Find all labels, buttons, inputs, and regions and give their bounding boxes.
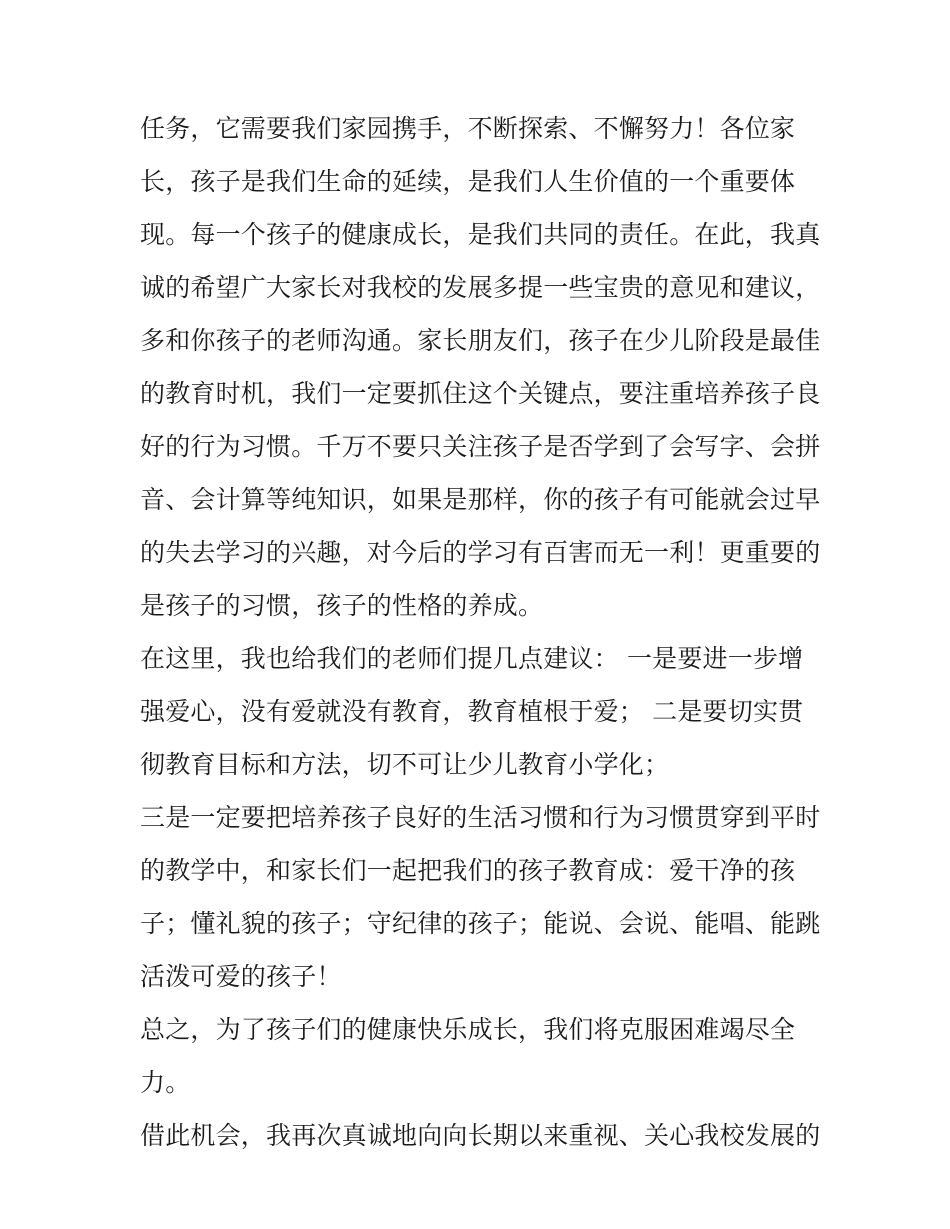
text-line: 子；懂礼貌的孩子；守纪律的孩子；能说、会说、能唱、能跳 [140, 909, 821, 938]
text-line: 总之，为了孩子们的健康快乐成长，我们将克服困难竭尽全 [140, 1015, 796, 1044]
text-line: 强爱心，没有爱就没有教育，教育植根于爱； 二是要切实贯 [140, 697, 804, 726]
text-line: 力。 [140, 1068, 191, 1097]
text-line: 现。每一个孩子的健康成长，是我们共同的责任。在此，我真 [140, 220, 821, 249]
text-line: 活泼可爱的孩子！ [140, 962, 342, 991]
text-line: 的失去学习的兴趣，对今后的学习有百害而无一利！更重要的 [140, 538, 821, 567]
text-line: 诚的希望广大家长对我校的发展多提一些宝贵的意见和建议， [140, 273, 821, 302]
text-line: 好的行为习惯。千万不要只关注孩子是否学到了会写字、会拼 [140, 432, 821, 461]
text-line: 长，孩子是我们生命的延续，是我们人生价值的一个重要体 [140, 167, 796, 196]
text-line: 借此机会，我再次真诚地向向长期以来重视、关心我校发展的 [140, 1121, 821, 1150]
text-line: 任务，它需要我们家园携手，不断探索、不懈努力！各位家 [140, 114, 796, 143]
text-line: 多和你孩子的老师沟通。家长朋友们，孩子在少儿阶段是最佳 [140, 326, 821, 355]
text-line: 在这里，我也给我们的老师们提几点建议： 一是要进一步增 [140, 644, 804, 673]
text-line: 的教育时机，我们一定要抓住这个关键点，要注重培养孩子良 [140, 379, 821, 408]
text-line: 是孩子的习惯，孩子的性格的养成。 [140, 591, 544, 620]
text-line: 彻教育目标和方法，切不可让少儿教育小学化； [140, 750, 670, 779]
text-line: 的教学中，和家长们一起把我们的孩子教育成：爱干净的孩 [140, 856, 796, 885]
text-line: 三是一定要把培养孩子良好的生活习惯和行为习惯贯穿到平时 [140, 803, 821, 832]
text-line: 音、会计算等纯知识，如果是那样，你的孩子有可能就会过早 [140, 485, 821, 514]
